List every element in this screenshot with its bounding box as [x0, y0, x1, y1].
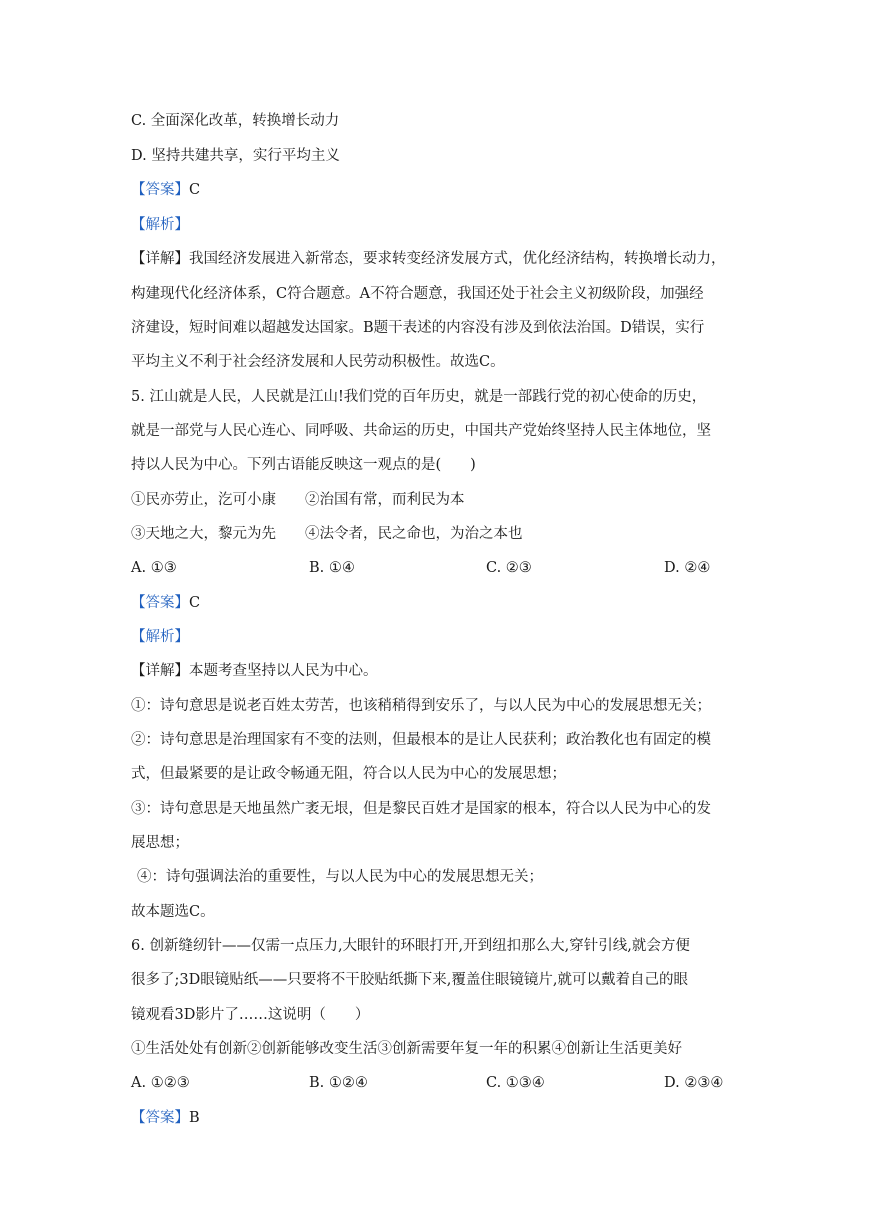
q4-option-c: C. 全面深化改革，转换增长动力 — [131, 113, 340, 129]
q6-stem-line-2: 很多了;3D眼镜贴纸——只要将不干胶贴纸撕下来,覆盖住眼镜镜片,就可以戴着自己的眼 — [131, 972, 688, 988]
q6-stem-line-3: 镜观看3D影片了……这说明（ ） — [131, 1007, 370, 1023]
q6-option-b: B. ①②④ — [309, 1075, 368, 1091]
q5-items-line-2: ③天地之大，黎元为先 ④法令者，民之命也，为治之本也 — [131, 526, 523, 542]
answer-tag: 【答案】 — [131, 595, 189, 611]
q6-stem-line-1: 6. 创新缝纫针——仅需一点压力,大眼针的环眼打开,开到纽扣那么大,穿针引线,就会方便 — [131, 938, 690, 954]
q6-answer — [131, 1108, 200, 1128]
q4-detail-line-1 — [131, 249, 726, 269]
q6-items-line: ①生活处处有创新②创新能够改变生活③创新需要年复一年的积累④创新让生活更美好 — [131, 1041, 682, 1057]
detail-text: 我国经济发展进入新常态，要求转变经济发展方式，优化经济结构，转换增长动力， — [189, 251, 726, 267]
q5-option-b: B. ①④ — [309, 560, 355, 576]
q5-stem-line-2: 就是一部党与人民心连心、同呼吸、共命运的历史，中国共产党始终坚持人民主体地位，坚 — [131, 423, 711, 439]
q5-explain-line-7: 故本题选C。 — [131, 904, 215, 920]
q6-option-d: D. ②③④ — [664, 1075, 724, 1091]
q5-explain-line-1: ①：诗句意思是说老百姓太劳苦，也该稍稍得到安乐了，与以人民为中心的发展思想无关； — [131, 698, 711, 714]
detail-tag: 【详解】 — [131, 251, 189, 267]
q5-analysis-tag: 【解析】 — [131, 629, 189, 645]
q5-items-line-1: ①民亦劳止，汔可小康 ②治国有常，而利民为本 — [131, 492, 465, 508]
q4-detail-line-2: 构建现代化经济体系，C符合题意。A不符合题意，我国还处于社会主义初级阶段，加强经 — [131, 286, 704, 302]
q5-option-d: D. ②④ — [664, 560, 711, 576]
q5-stem-line-1: 5. 江山就是人民，人民就是江山!我们党的百年历史，就是一部践行党的初心使命的历史， — [131, 389, 707, 405]
answer-value: C — [189, 595, 201, 611]
answer-value: B — [189, 1110, 200, 1126]
q6-option-c: C. ①③④ — [486, 1075, 545, 1091]
answer-value: C — [189, 182, 201, 198]
q6-option-a: A. ①②③ — [131, 1075, 190, 1091]
q5-explain-line-2: ②：诗句意思是治理国家有不变的法则，但最根本的是让人民获利；政治教化也有固定的模 — [131, 732, 711, 748]
q4-analysis-tag: 【解析】 — [131, 217, 189, 233]
answer-tag: 【答案】 — [131, 182, 189, 198]
q4-answer — [131, 180, 200, 200]
answer-tag: 【答案】 — [131, 1110, 189, 1126]
q5-explain-line-3: 式，但最紧要的是让政令畅通无阻，符合以人民为中心的发展思想； — [131, 766, 566, 782]
q5-answer — [131, 593, 200, 613]
q5-explain-line-5: 展思想； — [131, 835, 189, 851]
q4-detail-line-3: 济建设，短时间难以超越发达国家。B题干表述的内容没有涉及到依法治国。D错误，实行 — [131, 320, 705, 336]
q5-option-a: A. ①③ — [131, 560, 177, 576]
q5-option-c: C. ②③ — [486, 560, 532, 576]
q4-detail-line-4: 平均主义不利于社会经济发展和人民劳动积极性。故选C。 — [131, 354, 505, 370]
q4-option-d: D. 坚持共建共享，实行平均主义 — [131, 148, 340, 164]
detail-tag: 【详解】 — [131, 663, 189, 679]
q5-explain-line-4: ③：诗句意思是天地虽然广袤无垠，但是黎民百姓才是国家的根本，符合以人民为中心的发 — [131, 801, 711, 817]
q5-explain-line-6: ④：诗句强调法治的重要性，与以人民为中心的发展思想无关； — [137, 869, 543, 885]
q5-stem-line-3: 持以人民为中心。下列古语能反映这一观点的是( ) — [131, 457, 476, 473]
q5-detail-line — [131, 661, 378, 681]
detail-text: 本题考查坚持以人民为中心。 — [189, 663, 378, 679]
